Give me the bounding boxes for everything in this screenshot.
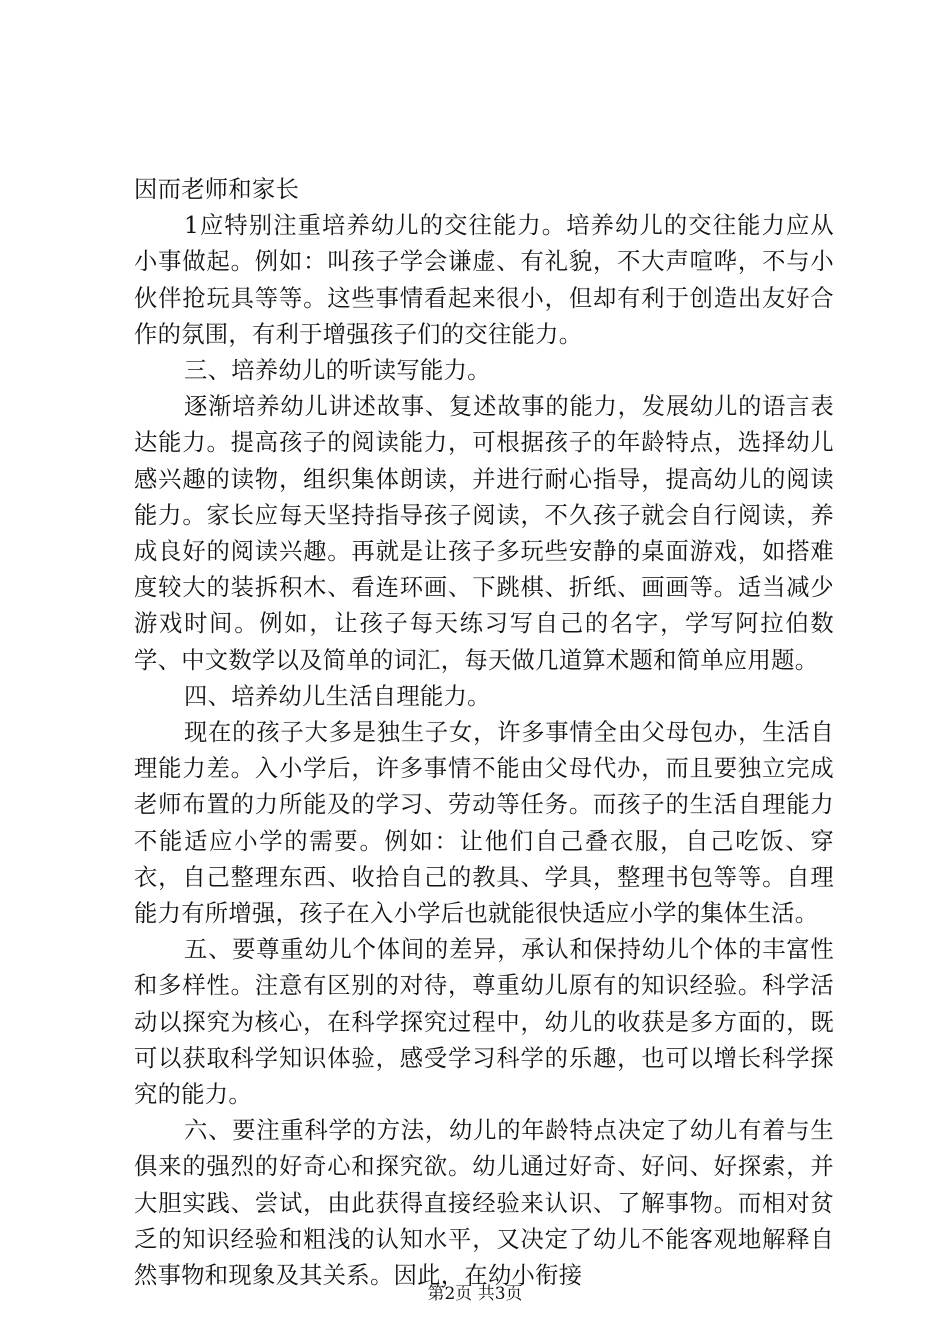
document-body: [134, 172, 834, 1294]
section-heading-self-care: 四、培养幼儿生活自理能力。: [184, 682, 491, 710]
paragraph-individual-differences: 五、要尊重幼儿个体间的差异，承认和保持幼儿个体的丰富性和多样性。注意有区别的对待，尊重幼儿原有的知识经验。科学活动以探究为核心，在科学探究过程中，幼儿的收获是多方面的，既可以获取科学知识体验，感受学习科学的乐趣，也可以增长科学探究的能力。: [134, 936, 834, 1109]
page-number-footer: 第2页 共3页: [427, 1284, 523, 1304]
paragraph-scientific-method: 六、要注重科学的方法，幼儿的年龄特点决定了幼儿有着与生俱来的强烈的好奇心和探究欲。幼儿通过好奇、好问、好探索，并大胆实践、尝试，由此获得直接经验来认识、了解事物。而相对贫乏的知识经验和粗浅的认知水平，又决定了幼儿不能客观地解释自然事物和现象及其关系。因此，在幼小衔接: [134, 1117, 834, 1290]
section-heading-listening-reading-writing: 三、培养幼儿的听读写能力。: [184, 357, 491, 385]
paragraph-self-care: 现在的孩子大多是独生子女，许多事情全由父母包办，生活自理能力差。入小学后，许多事情不能由父母代办，而且要独立完成老师布置的力所能及的学习、劳动等任务。而孩子的生活自理能力不能适应小学的需要。例如：让他们自己叠衣服，自己吃饭、穿衣，自己整理东西、收拾自己的教具、学具，整理书包等等。自理能力有所增强，孩子在入小学后也就能很快适应小学的集体生活。: [134, 719, 834, 928]
paragraph-continuation: 因而老师和家长: [134, 176, 300, 203]
paragraph-communication-ability: 1应特别注重培养幼儿的交往能力。培养幼儿的交往能力应从小事做起。例如：叫孩子学会谦虚、有礼貌，不大声喧哗，不与小伙伴抢玩具等等。这些事情看起来很小，但却有利于创造出友好合作的氛围，有利于增强孩子们的交往能力。: [134, 212, 834, 348]
paragraph-reading-ability: 逐渐培养幼儿讲述故事、复述故事的能力，发展幼儿的语言表达能力。提高孩子的阅读能力，可根据孩子的年龄特点，选择幼儿感兴趣的读物，组织集体朗读，并进行耐心指导，提高幼儿的阅读能力。家长应每天坚持指导孩子阅读，不久孩子就会自行阅读，养成良好的阅读兴趣。再就是让孩子多玩些安静的桌面游戏，如搭难度较大的装拆积木、看连环画、下跳棋、折纸、画画等。适当减少游戏时间。例如，让孩子每天练习写自己的名字，学写阿拉伯数学、中文数学以及简单的词汇，每天做几道算术题和简单应用题。: [134, 393, 834, 674]
